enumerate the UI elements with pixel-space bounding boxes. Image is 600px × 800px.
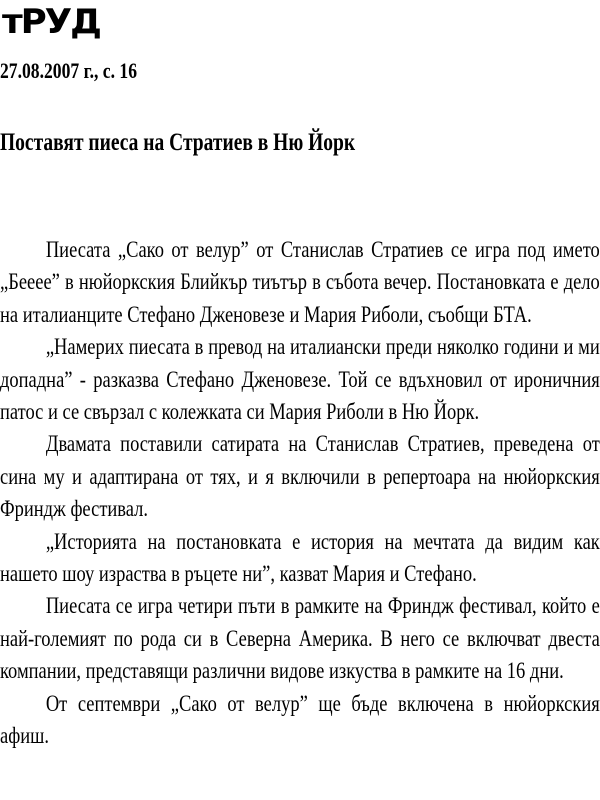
article-body — [0, 234, 600, 753]
article-paragraph: Двамата поставили сатирата на Станислав Стратиев, преведена от сина му и адаптирана от тях, и я включили в репертоара на нюйоркския Фриндж фестивал. — [0, 431, 600, 522]
newspaper-logo: тРУД — [2, 2, 100, 42]
publication-date-line: 27.08.2007 г., с. 16 — [0, 58, 138, 83]
article-paragraph: Пиесата „Сако от велур” от Станислав Стратиев се игра под името „Бееее” в нюйоркския Блийкър тиътър в събота вечер. Постановката е дело на италианците Стефано Дженовезе и Мария Риболи, съобщи БТА. — [0, 237, 600, 327]
article-paragraph: От септември „Сако от велур” ще бъде включена в нюйоркския афиш. — [0, 690, 600, 749]
article-title: Поставят пиеса на Стратиев в Ню Йорк — [0, 129, 356, 156]
article-paragraph: „Историята на постановката е история на мечтата да видим как нашето шоу израства в ръцете ни”, казват Мария и Стефано. — [0, 528, 600, 587]
article-paragraph: Пиесата се игра четири пъти в рамките на Фриндж фестивал, който е най-големият по рода си в Северна Америка. В него се включват двеста компании, представящи различни видове изкуства в рамките на 16 дни. — [0, 593, 600, 684]
article-paragraph: „Намерих пиесата в превод на италиански преди няколко години и ми допадна” - разказва Стефано Дженовезе. Той се вдъхновил от ироничния патос и се свързал с колежката си Мария Риболи в Ню Йорк. — [0, 334, 600, 425]
